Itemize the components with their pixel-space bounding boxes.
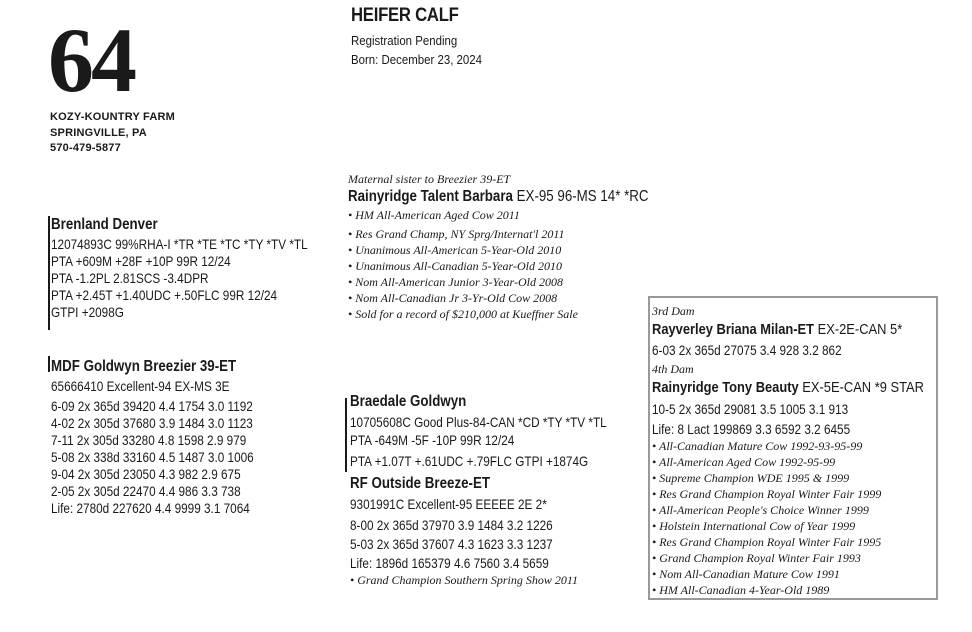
dam-record: 5-08 2x 338d 33160 4.5 1487 3.0 1006 — [51, 449, 254, 465]
sire-bracket — [48, 216, 50, 330]
fourth-dam-label: 4th Dam — [652, 362, 694, 376]
maternal-grandsire-name: Braedale Goldwyn — [350, 393, 467, 410]
sire-name: Brenland Denver — [51, 216, 158, 233]
calf-title: HEIFER CALF — [351, 5, 459, 26]
honor-item: • Nom All-American Junior 3-Year-Old 2008 — [348, 274, 697, 290]
honor-item: • Res Grand Champ, NY Sprg/Internat'l 2011 — [348, 226, 697, 242]
dam-block — [51, 357, 292, 517]
second-dam-record: 5-03 2x 365d 37607 4.3 1623 3.3 1237 — [350, 536, 553, 552]
honor-item: • HM All-American Aged Cow 2011 — [348, 207, 697, 223]
registration-status: Registration Pending — [351, 33, 458, 48]
farm-phone: 570-479-5877 — [50, 142, 121, 154]
honor-item: • Unanimous All-American 5-Year-Old 2010 — [348, 242, 697, 258]
sire-line: PTA +2.45T +1.40UDC +.50FLC 99R 12/24 — [51, 287, 278, 303]
honor-item: • Nom All-Canadian Jr 3-Yr-Old Cow 2008 — [348, 290, 697, 306]
fourth-dam-record: 10-5 2x 365d 29081 3.5 1005 3.1 913 — [652, 401, 849, 417]
maternal-sister-note: Maternal sister to Breezier 39-ET — [348, 172, 511, 186]
honor-item: • All-American People's Choice Winner 1999 — [652, 502, 968, 518]
maternal-sister-heading — [348, 187, 649, 207]
second-dam-name: RF Outside Breeze-ET — [350, 475, 490, 492]
fourth-dam-lifetime: Life: 8 Lact 199869 3.3 6592 3.2 6455 — [652, 421, 851, 437]
sire-line: 12074893C 99%RHA-I *TR *TE *TC *TY *TV *TL — [51, 236, 308, 252]
honor-item: • Res Grand Champion Royal Winter Fair 1995 — [652, 534, 968, 550]
second-dam-record: 8-00 2x 365d 37970 3.9 1484 3.2 1226 — [350, 517, 553, 533]
maternal-sister-name: Rainyridge Talent Barbara — [348, 188, 513, 205]
grandsire-line: 10705608C Good Plus-84-CAN *CD *TY *TV *TL — [350, 414, 607, 430]
second-dam-classification: 9301991C Excellent-95 EEEEE 2E 2* — [350, 496, 547, 512]
dam-record: 9-04 2x 305d 23050 4.3 982 2.9 675 — [51, 466, 241, 482]
honor-item: • Grand Champion Royal Winter Fair 1993 — [652, 550, 968, 566]
consignor-info — [50, 110, 175, 157]
third-dam-block — [652, 304, 943, 359]
third-dam-heading — [652, 320, 902, 339]
honor-item: • Grand Champion Southern Spring Show 2011 — [350, 572, 591, 588]
grandsire-line: PTA +1.07T +.61UDC +.79FLC GTPI +1874G — [350, 453, 589, 469]
fourth-dam-block — [652, 362, 968, 598]
farm-name: KOZY-KOUNTRY FARM — [50, 111, 176, 123]
honor-item: • Sold for a record of $210,000 at Kueffner Sale — [348, 306, 697, 322]
honor-item: • All-Canadian Mature Cow 1992-93-95-99 — [652, 438, 968, 454]
lot-number: 64 — [48, 9, 134, 111]
honor-item: • Supreme Champion WDE 1995 & 1999 — [652, 470, 968, 486]
dam-bracket — [48, 356, 50, 372]
maternal-sister-classification: EX-95 96-MS 14* *RC — [516, 188, 649, 205]
dam-record: 4-02 2x 305d 37680 3.9 1484 3.0 1123 — [51, 415, 253, 431]
grandsire-line: PTA -649M -5F -10P 99R 12/24 — [350, 432, 515, 448]
third-dam-name: Rayverley Briana Milan-ET — [652, 321, 815, 338]
honor-item: • All-American Aged Cow 1992-95-99 — [652, 454, 968, 470]
third-dam-label: 3rd Dam — [652, 304, 695, 318]
second-dam-block — [350, 474, 591, 588]
dam-record: 2-05 2x 305d 22470 4.4 986 3.3 738 — [51, 483, 241, 499]
birth-date: Born: December 23, 2024 — [351, 52, 483, 67]
dam-lifetime: Life: 2780d 227620 4.4 9999 3.1 7064 — [51, 500, 250, 516]
third-dam-classification: EX-2E-CAN 5* — [817, 321, 903, 338]
farm-location: SPRINGVILLE, PA — [50, 126, 147, 139]
dam-record: 6-09 2x 365d 39420 4.4 1754 3.0 1192 — [51, 398, 253, 414]
sire-line: PTA -1.2PL 2.81SCS -3.4DPR — [51, 270, 209, 286]
second-dam-lifetime: Life: 1896d 165379 4.6 7560 3.4 5659 — [350, 555, 549, 571]
maternal-sister-block — [348, 171, 697, 322]
fourth-dam-name: Rainyridge Tony Beauty — [652, 379, 799, 396]
maternal-grandsire-block — [350, 392, 656, 470]
honor-item: • HM All-Canadian 4-Year-Old 1989 — [652, 582, 968, 598]
sire-line: PTA +609M +28F +10P 99R 12/24 — [51, 253, 231, 269]
honor-item: • Holstein International Cow of Year 1999 — [652, 518, 968, 534]
grandsire-bracket — [345, 398, 347, 472]
honor-item: • Nom All-Canadian Mature Cow 1991 — [652, 566, 968, 582]
sire-block — [51, 215, 357, 321]
fourth-dam-classification: EX-5E-CAN *9 STAR — [802, 379, 924, 396]
sire-line: GTPI +2098G — [51, 304, 124, 320]
fourth-dam-heading — [652, 378, 924, 397]
dam-record: 7-11 2x 305d 33280 4.8 1598 2.9 979 — [51, 432, 247, 448]
honor-item: • Res Grand Champion Royal Winter Fair 1999 — [652, 486, 968, 502]
honor-item: • Unanimous All-Canadian 5-Year-Old 2010 — [348, 258, 697, 274]
dam-classification: 65666410 Excellent-94 EX-MS 3E — [51, 378, 230, 394]
third-dam-record: 6-03 2x 365d 27075 3.4 928 3.2 862 — [652, 342, 842, 358]
dam-name: MDF Goldwyn Breezier 39-ET — [51, 358, 237, 375]
